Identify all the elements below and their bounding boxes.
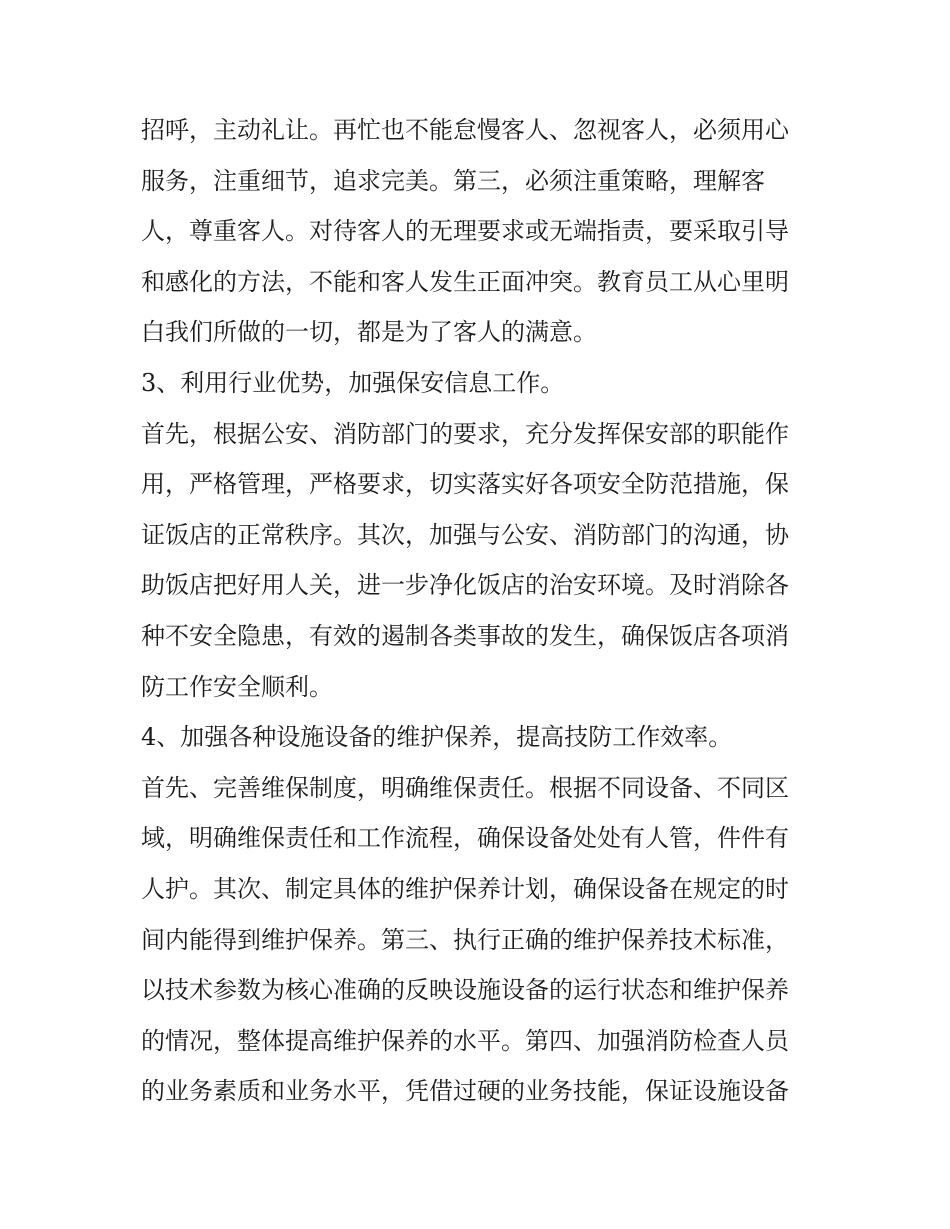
section-heading-3: 3、利用行业优势，加强保安信息工作。 (141, 368, 565, 397)
paragraph-line: 用，严格管理，严格要求，切实落实好各项安全防范措施，保 (141, 470, 789, 499)
paragraph-line: 人护。其次、制定具体的维护保养计划，确保设备在规定的时 (141, 874, 789, 903)
paragraph-line: 域，明确维保责任和工作流程，确保设备处处有人管，件件有 (141, 824, 789, 853)
paragraph-line: 的情况，整体提高维护保养的水平。第四、加强消防检查人员 (141, 1026, 789, 1055)
paragraph-line: 白我们所做的一切，都是为了客人的满意。 (141, 318, 597, 347)
document-body (141, 105, 813, 1117)
paragraph-line: 的业务素质和业务水平，凭借过硬的业务技能，保证设施设备 (141, 1077, 789, 1106)
section-heading-4: 4、加强各种设施设备的维护保养，提高技防工作效率。 (141, 723, 733, 752)
paragraph-line: 以技术参数为核心准确的反映设施设备的运行状态和维护保养 (141, 976, 789, 1005)
paragraph-line: 间内能得到维护保养。第三、执行正确的维护保养技术标准， (141, 925, 789, 954)
paragraph-line: 服务，注重细节，追求完美。第三，必须注重策略，理解客 (141, 166, 765, 195)
paragraph-line: 证饭店的正常秩序。其次，加强与公安、消防部门的沟通，协 (141, 520, 789, 549)
paragraph-line: 助饭店把好用人关，进一步净化饭店的治安环境。及时消除各 (141, 571, 789, 600)
paragraph-line: 首先、完善维保制度，明确维保责任。根据不同设备、不同区 (141, 773, 789, 802)
paragraph-line: 种不安全隐患，有效的遏制各类事故的发生，确保饭店各项消 (141, 621, 789, 650)
paragraph-line: 防工作安全顺利。 (141, 672, 333, 701)
paragraph-line: 人，尊重客人。对待客人的无理要求或无端指责，要采取引导 (141, 217, 789, 246)
paragraph-line: 首先，根据公安、消防部门的要求，充分发挥保安部的职能作 (141, 419, 789, 448)
paragraph-line: 招呼，主动礼让。再忙也不能怠慢客人、忽视客人，必须用心 (141, 116, 789, 144)
paragraph-line: 和感化的方法，不能和客人发生正面冲突。教育员工从心里明 (141, 267, 789, 296)
